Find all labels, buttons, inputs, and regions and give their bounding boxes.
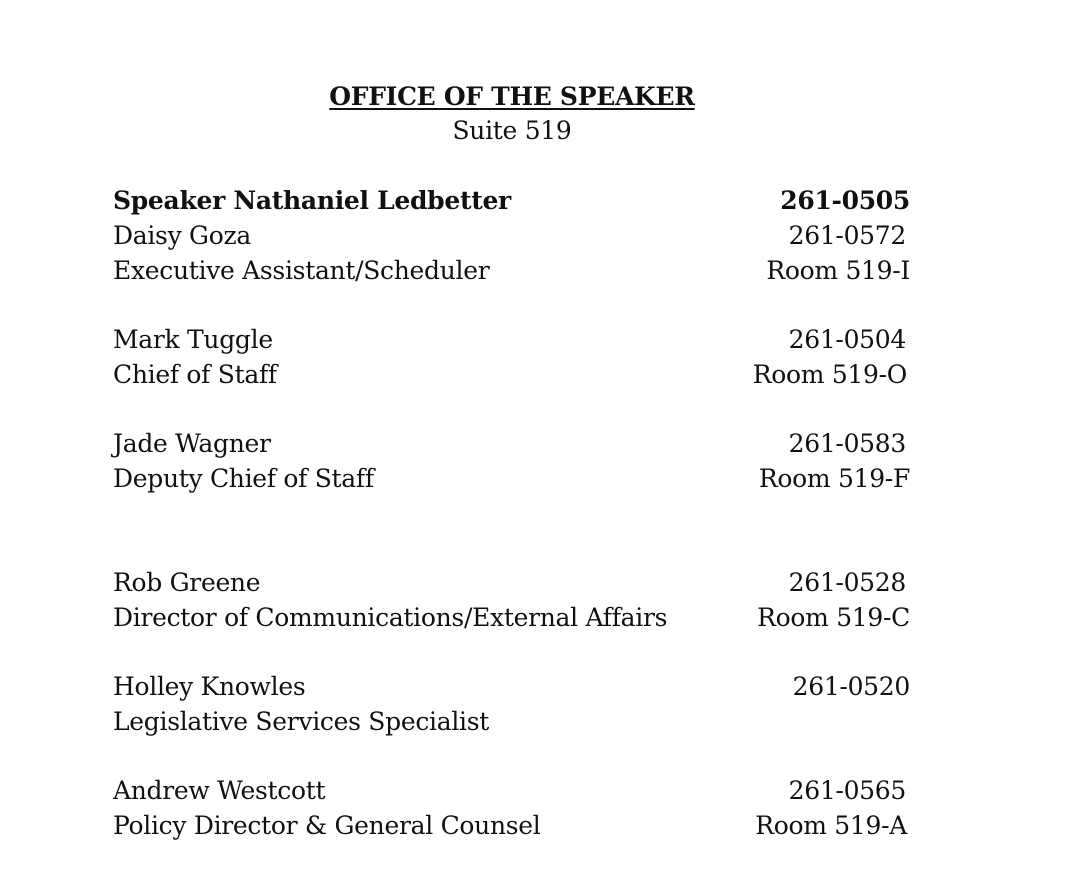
staff-name: Mark Tuggle <box>113 325 273 354</box>
staff-phone: 261-0572 <box>788 221 906 250</box>
staff-room: Room 519-F <box>758 464 910 493</box>
staff-title-row <box>113 357 910 392</box>
staff-name-row <box>113 669 910 704</box>
staff-name-row <box>113 322 910 357</box>
staff-title-row <box>113 461 910 496</box>
staff-phone: 261-0583 <box>788 429 906 458</box>
staff-room: Room 519-A <box>755 811 907 840</box>
staff-name-row <box>113 773 910 808</box>
staff-title: Policy Director & General Counsel <box>113 811 541 840</box>
staff-title: Deputy Chief of Staff <box>113 464 374 493</box>
staff-room: Room 519-C <box>757 603 910 632</box>
staff-phone: 261-0528 <box>788 568 906 597</box>
staff-title-row <box>113 253 910 288</box>
speaker-phone: 261-0505 <box>780 186 910 215</box>
staff-name: Andrew Westcott <box>113 776 326 805</box>
speaker-row <box>113 183 910 218</box>
speaker-name: Speaker Nathaniel Ledbetter <box>113 186 511 215</box>
directory-header <box>0 80 1024 148</box>
staff-name-row <box>113 565 910 600</box>
staff-name: Jade Wagner <box>113 429 271 458</box>
staff-phone: 261-0565 <box>788 776 906 805</box>
staff-name-row <box>113 218 910 253</box>
staff-name: Rob Greene <box>113 568 261 597</box>
staff-title-row <box>113 704 910 739</box>
staff-name: Holley Knowles <box>113 672 306 701</box>
staff-title: Executive Assistant/Scheduler <box>113 256 490 285</box>
suite-label: Suite 519 <box>452 116 572 145</box>
staff-phone: 261-0504 <box>788 325 906 354</box>
staff-title-row <box>113 808 910 843</box>
staff-room: Room 519-I <box>766 256 910 285</box>
office-title: OFFICE OF THE SPEAKER <box>329 82 695 111</box>
staff-title: Chief of Staff <box>113 360 277 389</box>
staff-name-row <box>113 426 910 461</box>
staff-title: Director of Communications/External Affairs <box>113 603 668 632</box>
staff-title-row <box>113 600 910 635</box>
staff-title: Legislative Services Specialist <box>113 707 489 736</box>
staff-phone: 261-0520 <box>792 672 910 701</box>
staff-name: Daisy Goza <box>113 221 251 250</box>
staff-room: Room 519-O <box>752 360 907 389</box>
